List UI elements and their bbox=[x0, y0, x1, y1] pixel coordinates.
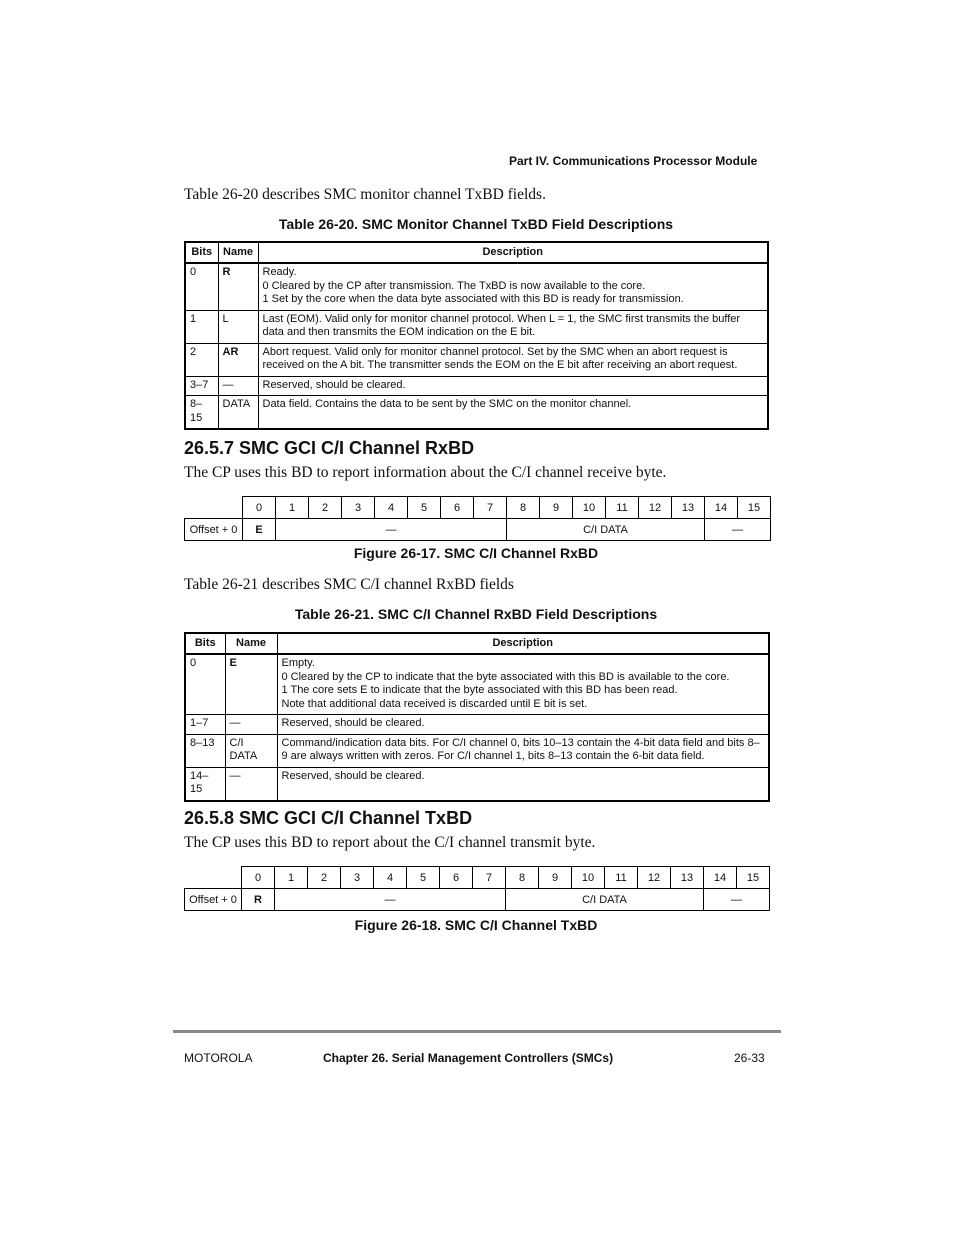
description-line: Data field. Contains the data to be sent by the SMC on the monitor channel. bbox=[262, 398, 632, 410]
field-ci-data: C/I DATA bbox=[507, 519, 705, 541]
description-line: Abort request. Valid only for monitor channel protocol. Set by the SMC when an abort request is received on the A bit. The transmitter sends the EOM on the E bit after receiving an abort request. bbox=[262, 345, 738, 371]
row-description bbox=[277, 715, 769, 735]
table-row bbox=[185, 767, 769, 801]
bit-number: 13 bbox=[671, 867, 704, 889]
intro-paragraph-2: Table 26-21 describes SMC C/I channel RxBD fields bbox=[184, 576, 514, 593]
table-2-header-name: Name bbox=[225, 633, 277, 654]
description-line: Command/indication data bits. For C/I channel 0, bits 10–13 contain the 4-bit data field and bits 8–9 are always written with zeros. For C/I channel 1, bits 8–13 contain the 6-bit data field. bbox=[281, 736, 760, 762]
bit-number: 3 bbox=[342, 497, 375, 519]
footer-page-number: 26-33 bbox=[734, 1051, 765, 1065]
table-2-header-bits: Bits bbox=[185, 633, 225, 654]
bit-number: 3 bbox=[341, 867, 374, 889]
bit-number: 15 bbox=[738, 497, 771, 519]
offset-label: Offset + 0 bbox=[185, 519, 243, 541]
footer-publisher: MOTOROLA bbox=[184, 1051, 253, 1065]
bit-number: 0 bbox=[243, 497, 276, 519]
row-bits: 3–7 bbox=[185, 376, 218, 396]
description-line: 0 Cleared by the CP after transmission. The TxBD is now available to the core. bbox=[262, 279, 646, 292]
field-reserved: — bbox=[704, 889, 770, 911]
description-line: 1 Set by the core when the data byte associated with this BD is ready for transmission. bbox=[262, 293, 684, 305]
figure-17-bit-number-row bbox=[185, 497, 771, 519]
field-reserved: — bbox=[705, 519, 771, 541]
description-line: 1 The core sets E to indicate that the byte associated with this BD has been read. bbox=[281, 684, 678, 696]
table-row bbox=[185, 310, 768, 343]
bit-number: 7 bbox=[474, 497, 507, 519]
description-line: Ready. bbox=[262, 266, 297, 278]
row-bits: 0 bbox=[185, 654, 225, 715]
figure-18-bit-number-row bbox=[185, 867, 770, 889]
bit-number: 6 bbox=[441, 497, 474, 519]
table-row bbox=[185, 263, 768, 310]
bit-number: 11 bbox=[605, 867, 638, 889]
field-r: R bbox=[242, 889, 275, 911]
description-line: Note that additional data received is discarded until E bit is set. bbox=[281, 697, 588, 710]
row-name: AR bbox=[218, 343, 258, 376]
table-1-header-name: Name bbox=[218, 242, 258, 263]
bit-number: 12 bbox=[638, 867, 671, 889]
bit-number: 4 bbox=[375, 497, 408, 519]
row-name: C/I DATA bbox=[225, 734, 277, 767]
row-name: R bbox=[218, 263, 258, 310]
table-2-header-description: Description bbox=[277, 633, 769, 654]
figure-18-register bbox=[184, 866, 770, 911]
row-description bbox=[277, 734, 769, 767]
footer-chapter: Chapter 26. Serial Management Controllers (SMCs) bbox=[323, 1051, 614, 1065]
bit-number: 5 bbox=[408, 497, 441, 519]
table-1-caption: Table 26-20. SMC Monitor Channel TxBD Field Descriptions bbox=[278, 216, 674, 232]
row-bits: 1 bbox=[185, 310, 218, 343]
table-row bbox=[185, 734, 769, 767]
table-1-header-bits: Bits bbox=[185, 242, 218, 263]
row-description bbox=[277, 654, 769, 715]
bit-number: 4 bbox=[374, 867, 407, 889]
intro-paragraph-1: Table 26-20 describes SMC monitor channel TxBD fields. bbox=[184, 186, 546, 203]
row-name: DATA bbox=[218, 396, 258, 430]
bit-number: 12 bbox=[639, 497, 672, 519]
offset-label: Offset + 0 bbox=[185, 889, 242, 911]
row-bits: 8–15 bbox=[185, 396, 218, 430]
row-description bbox=[277, 767, 769, 801]
row-name: — bbox=[225, 767, 277, 801]
bit-number: 5 bbox=[407, 867, 440, 889]
section-26-5-7-heading: 26.5.7 SMC GCI C/I Channel RxBD bbox=[184, 438, 475, 458]
row-description bbox=[258, 396, 768, 430]
row-name: — bbox=[225, 715, 277, 735]
figure-17-field-row bbox=[185, 519, 771, 541]
row-name: E bbox=[225, 654, 277, 715]
description-line: Reserved, should be cleared. bbox=[281, 769, 425, 782]
section-26-5-8-heading: 26.5.8 SMC GCI C/I Channel TxBD bbox=[184, 808, 473, 828]
row-bits: 14–15 bbox=[185, 767, 225, 801]
bit-number: 9 bbox=[539, 867, 572, 889]
row-bits: 1–7 bbox=[185, 715, 225, 735]
description-line: Reserved, should be cleared. bbox=[281, 717, 425, 729]
bit-number: 0 bbox=[242, 867, 275, 889]
bit-number: 2 bbox=[309, 497, 342, 519]
bit-number: 1 bbox=[276, 497, 309, 519]
table-2-header-row bbox=[185, 633, 769, 654]
table-1-header-row bbox=[185, 242, 768, 263]
bit-number: 9 bbox=[540, 497, 573, 519]
figure-17-caption: Figure 26-17. SMC C/I Channel RxBD bbox=[353, 545, 599, 561]
table-1 bbox=[184, 241, 769, 430]
description-line: Empty. bbox=[281, 657, 315, 669]
row-description bbox=[258, 376, 768, 396]
section-26-5-7-text: The CP uses this BD to report information about the C/I channel receive byte. bbox=[184, 464, 667, 481]
field-e: E bbox=[243, 519, 276, 541]
field-reserved: — bbox=[276, 519, 507, 541]
row-bits: 8–13 bbox=[185, 734, 225, 767]
row-name: L bbox=[218, 310, 258, 343]
bit-number: 6 bbox=[440, 867, 473, 889]
bit-number: 2 bbox=[308, 867, 341, 889]
footer-rule bbox=[173, 1030, 781, 1033]
bit-number: 14 bbox=[705, 497, 738, 519]
description-line: 0 Cleared by the CP to indicate that the byte associated with this BD is available to the core. bbox=[281, 670, 730, 683]
table-row bbox=[185, 376, 768, 396]
figure-18-caption: Figure 26-18. SMC C/I Channel TxBD bbox=[354, 917, 598, 933]
row-bits: 0 bbox=[185, 263, 218, 310]
row-description bbox=[258, 310, 768, 343]
table-row bbox=[185, 654, 769, 715]
row-bits: 2 bbox=[185, 343, 218, 376]
bit-number: 14 bbox=[704, 867, 737, 889]
description-line: Reserved, should be cleared. bbox=[262, 378, 406, 391]
field-reserved: — bbox=[275, 889, 506, 911]
bit-number: 10 bbox=[573, 497, 606, 519]
bit-number: 11 bbox=[606, 497, 639, 519]
table-1-header-description: Description bbox=[258, 242, 768, 263]
table-row bbox=[185, 343, 768, 376]
bit-number: 1 bbox=[275, 867, 308, 889]
description-line: Last (EOM). Valid only for monitor channel protocol. When L = 1, the SMC first transmits the buffer data and then transmits the EOM indication on the E bit. bbox=[262, 312, 741, 338]
row-name: — bbox=[218, 376, 258, 396]
bit-number: 15 bbox=[737, 867, 770, 889]
row-description bbox=[258, 343, 768, 376]
bit-number: 13 bbox=[672, 497, 705, 519]
figure-18-field-row bbox=[185, 889, 770, 911]
bit-number: 7 bbox=[473, 867, 506, 889]
table-row bbox=[185, 396, 768, 430]
row-description bbox=[258, 263, 768, 310]
figure-17-register bbox=[184, 496, 771, 541]
field-ci-data: C/I DATA bbox=[506, 889, 704, 911]
section-26-5-8-text: The CP uses this BD to report about the C/I channel transmit byte. bbox=[184, 834, 596, 851]
bit-number: 8 bbox=[507, 497, 540, 519]
table-row bbox=[185, 715, 769, 735]
table-2 bbox=[184, 632, 770, 802]
bit-number: 8 bbox=[506, 867, 539, 889]
table-2-caption: Table 26-21. SMC C/I Channel RxBD Field Descriptions bbox=[294, 606, 658, 622]
bit-number: 10 bbox=[572, 867, 605, 889]
running-header: Part IV. Communications Processor Module bbox=[509, 154, 758, 168]
